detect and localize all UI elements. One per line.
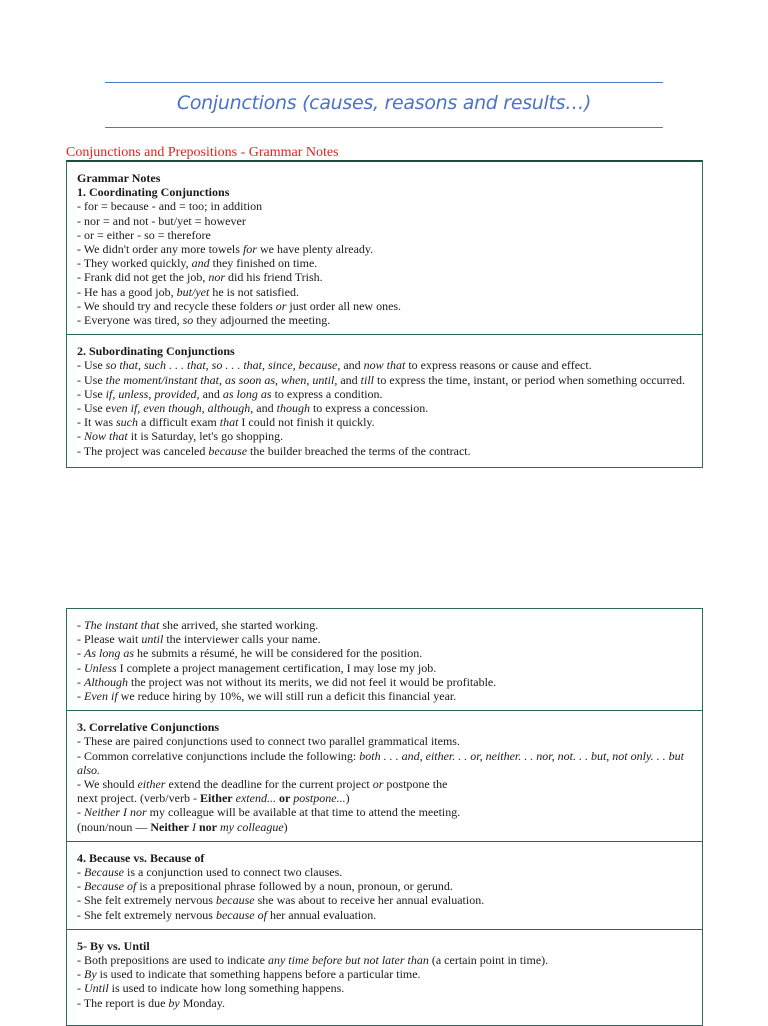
- section-heading: 5- By vs. Until: [77, 938, 150, 953]
- note-line: - Common correlative conjunctions include the following: both . . . and, either. . . or, neither. . . nor, not. . . but, not only. . . but also.: [77, 748, 684, 777]
- example-line: - Everyone was tired, so they adjourned the meeting.: [77, 313, 331, 328]
- note-line: - for = because - and = too; in addition: [77, 199, 263, 214]
- section-subtitle: Conjunctions and Prepositions - Grammar Notes: [66, 145, 339, 160]
- note-line: - These are paired conjunctions used to connect two parallel grammatical items.: [77, 734, 460, 749]
- section-heading: 2. Subordinating Conjunctions: [77, 344, 235, 359]
- example-line: - She felt extremely nervous because of her annual evaluation.: [77, 907, 377, 922]
- example-line: - It was such a difficult exam that I could not finish it quickly.: [77, 415, 375, 430]
- note-line: - Both prepositions are used to indicate any time before but not later than (a certain point in time).: [77, 953, 549, 968]
- subordinating-section: [67, 334, 702, 467]
- example-line: - We should try and recycle these folders or just order all new ones.: [77, 298, 402, 313]
- section-heading: 1. Coordinating Conjunctions: [77, 185, 230, 200]
- example-line: - He has a good job, but/yet he is not satisfied.: [77, 284, 299, 299]
- note-line: - Because is a conjunction used to connect two clauses.: [77, 865, 343, 880]
- subordinating-examples-section: [67, 609, 702, 710]
- coordinating-section: [67, 162, 702, 334]
- note-line: - Use even if, even though, although, and though to express a concession.: [77, 401, 429, 416]
- example-line: - Even if we reduce hiring by 10%, we will still run a deficit this financial year.: [77, 689, 457, 704]
- section-heading: 4. Because vs. Because of: [77, 850, 205, 865]
- title-rule-bottom: [105, 127, 663, 128]
- note-line: - Because of is a prepositional phrase followed by a noun, pronoun, or gerund.: [77, 879, 453, 894]
- example-line: next project. (verb/verb - Either extend... or postpone...): [77, 791, 350, 806]
- example-line: (noun/noun — Neither I nor my colleague): [77, 819, 288, 834]
- note-line: - By is used to indicate that something happens before a particular time.: [77, 967, 421, 982]
- note-line: - Use if, unless, provided, and as long as to express a condition.: [77, 386, 383, 401]
- example-line: - Although the project was not without its merits, we did not feel it would be profitable.: [77, 674, 497, 689]
- example-line: - Frank did not get the job, nor did his friend Trish.: [77, 270, 323, 285]
- example-line: - Unless I complete a project management certification, I may lose my job.: [77, 660, 437, 675]
- example-line: - The instant that she arrived, she started working.: [77, 618, 319, 632]
- note-line: - Until is used to indicate how long something happens.: [77, 981, 345, 996]
- notes-box-2: [66, 608, 703, 1026]
- example-line: - The report is due by Monday.: [77, 995, 225, 1010]
- example-line: - Please wait until the interviewer calls your name.: [77, 632, 321, 647]
- note-line: - nor = and not - but/yet = however: [77, 213, 246, 228]
- example-line: - We should either extend the deadline for the current project or postpone the: [77, 777, 448, 792]
- note-line: - Use so that, such . . . that, so . . . that, since, because, and now that to express reasons or cause and effect.: [77, 358, 592, 373]
- notes-box-1: [66, 160, 703, 468]
- example-line: - She felt extremely nervous because she was about to receive her annual evaluation.: [77, 893, 485, 908]
- because-section: [67, 841, 702, 929]
- title-rule-top: [105, 82, 663, 83]
- example-line: - As long as he submits a résumé, he will be considered for the position.: [77, 646, 423, 661]
- note-line: - or = either - so = therefore: [77, 227, 211, 242]
- example-line: - Now that it is Saturday, let's go shopping.: [77, 429, 284, 444]
- example-line: - We didn't order any more towels for we have plenty already.: [77, 242, 374, 257]
- section-heading: 3. Correlative Conjunctions: [77, 720, 220, 735]
- page-title: Conjunctions (causes, reasons and results…): [176, 92, 592, 114]
- note-line: - Use the moment/instant that, as soon as, when, until, and till to express the time, instant, or period when something occurred.: [77, 372, 685, 387]
- correlative-section: [67, 710, 702, 841]
- grammar-notes-label: Grammar Notes: [77, 171, 161, 185]
- example-line: - They worked quickly, and they finished on time.: [77, 256, 318, 271]
- example-line: - The project was canceled because the builder breached the terms of the contract.: [77, 443, 471, 458]
- example-line: - Neither I nor my colleague will be available at that time to attend the meeting.: [77, 805, 461, 820]
- by-until-section: [67, 929, 702, 1017]
